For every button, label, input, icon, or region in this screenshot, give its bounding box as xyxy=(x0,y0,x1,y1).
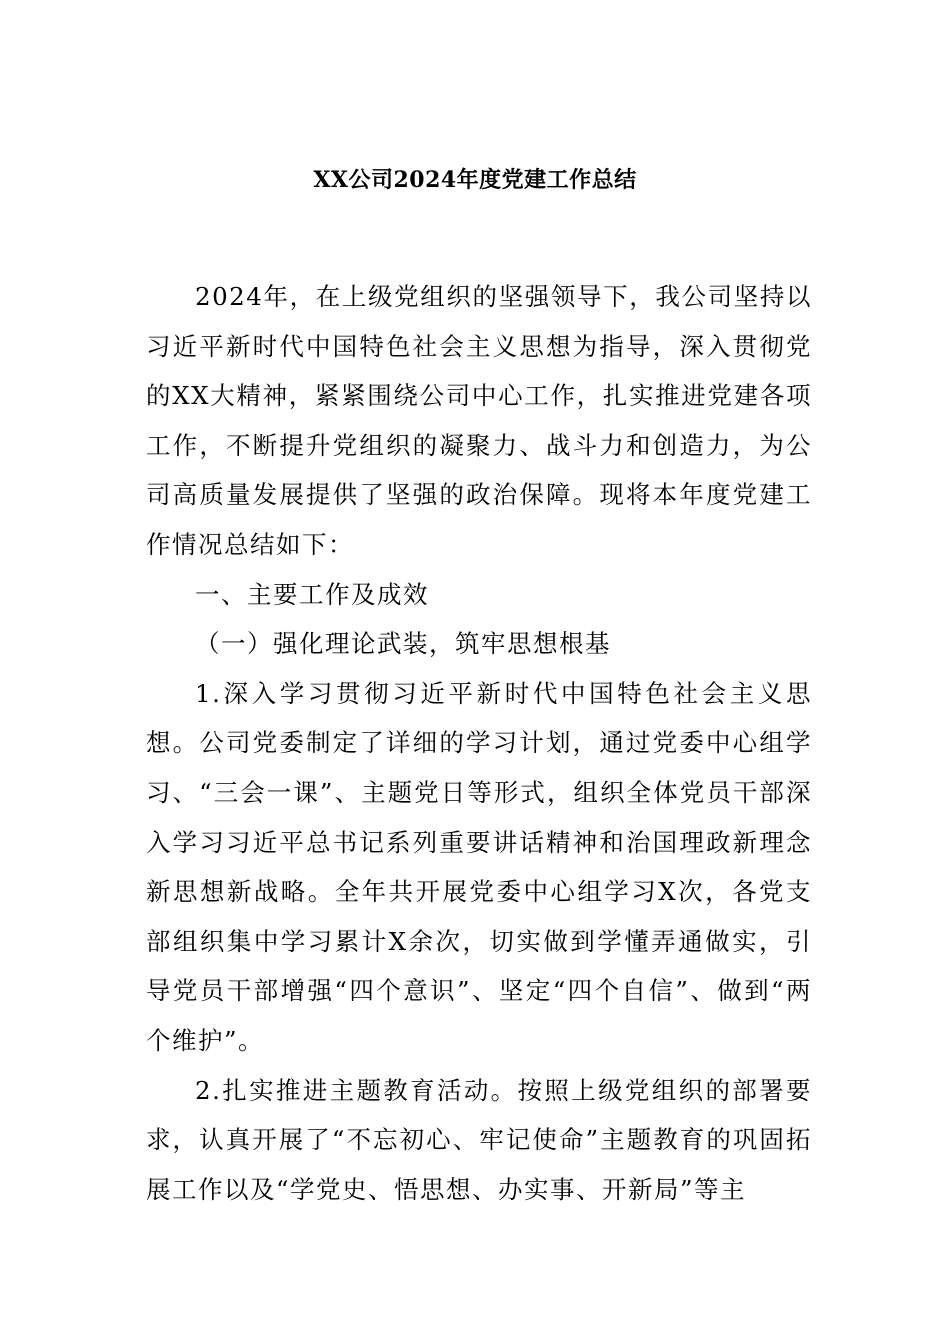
intro-paragraph: 2024年，在上级党组织的坚强领导下，我公司坚持以习近平新时代中国特色社会主义思想为指导，深入贯彻党的XX大精神，紧紧围绕公司中心工作，扎实推进党建各项工作，不断提升党组织的凝聚力、战斗力和创造力，为公司高质量发展提供了坚强的政治保障。现将本年度党建工作情况总结如下： xyxy=(146,282,812,559)
document-body xyxy=(146,272,812,1214)
body-paragraph-1: 1.深入学习贯彻习近平新时代中国特色社会主义思想。公司党委制定了详细的学习计划，通过党委中心组学习、“三会一课”、主题党日等形式，组织全体党员干部深入学习习近平总书记系列重要讲话精神和治国理政新理念新思想新战略。全年共开展党委中心组学习X次，各党支部组织集中学习累计X余次，切实做到学懂弄通做实，引导党员干部增强“四个意识”、坚定“四个自信”、做到“两个维护”。 xyxy=(146,678,812,1055)
section-heading: 一、主要工作及成效 xyxy=(195,579,429,609)
document-title: XX公司2024年度党建工作总结 xyxy=(313,167,637,193)
body-paragraph-2: 2.扎实推进主题教育活动。按照上级党组织的部署要求，认真开展了“不忘初心、牢记使命”主题教育的巩固拓展工作以及“学党史、悟思想、办实事、开新局”等主 xyxy=(146,1075,812,1204)
subsection-heading: （一）强化理论武装，筑牢思想根基 xyxy=(195,629,611,659)
